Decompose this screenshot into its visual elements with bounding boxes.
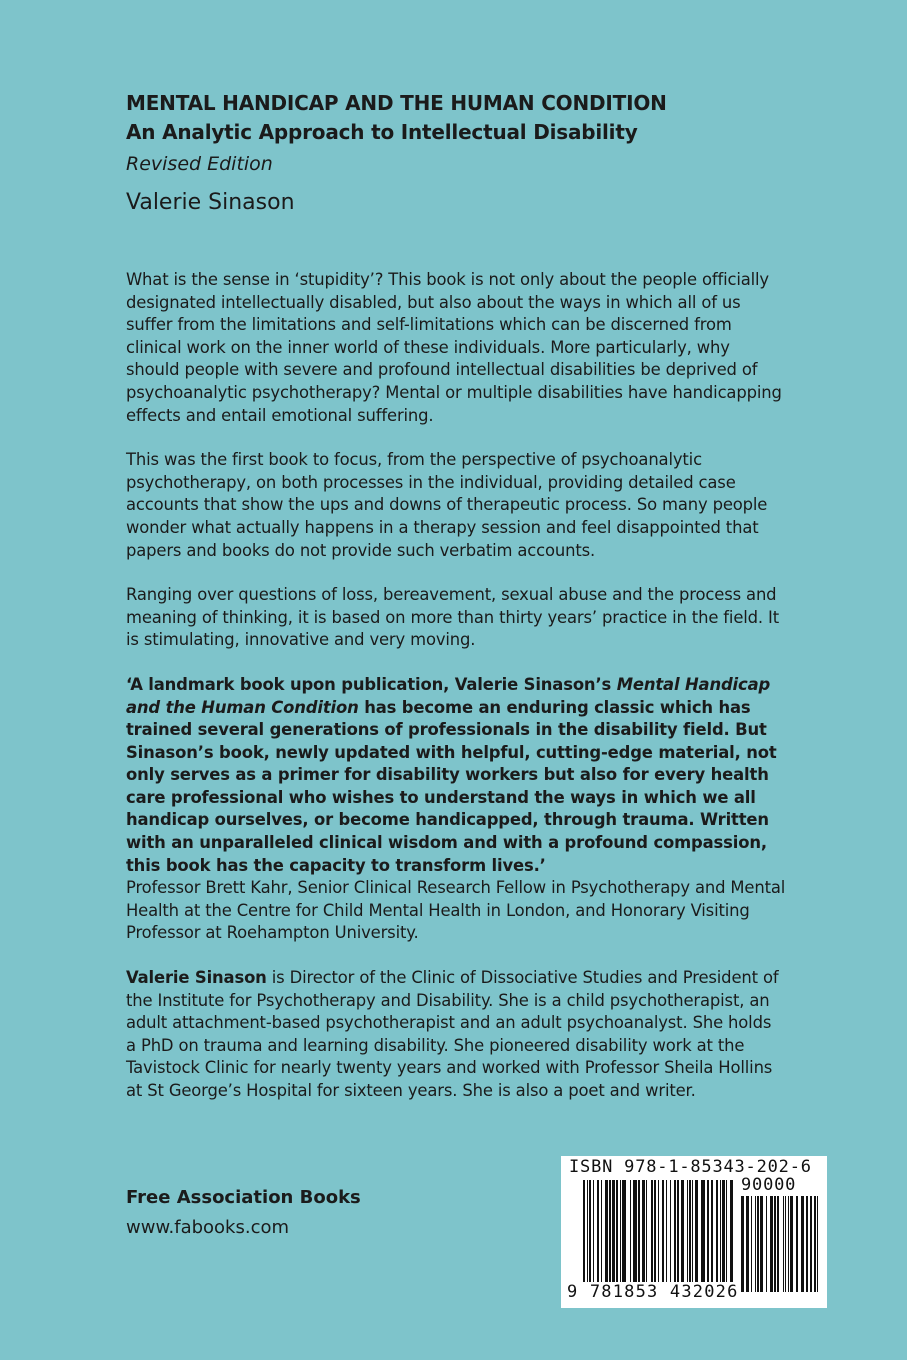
publisher-info — [126, 1186, 361, 1240]
price-code: 90000 — [741, 1175, 797, 1195]
book-title: MENTAL HANDICAP AND THE HUMAN CONDITION — [126, 91, 667, 115]
description-paragraph-1: What is the sense in ‘stupidity’? This book is not only about the people officially designated intellectually disabled, but also about the ways in which all of us suffer from the limitations and self-limitations which can be discerned from clinical work on the inner world of these individuals. More particularly, why should people with severe and profound intellectual disabilities be deprived of psychoanalytic psychotherapy? Mental or multiple disabilities have handicapping effects and entail emotional suffering. — [126, 270, 782, 425]
isbn-barcode — [561, 1156, 827, 1308]
price-addon-bars-icon — [741, 1196, 821, 1292]
quote-book-title: Mental Handicap and the Human Condition — [126, 674, 771, 717]
quote-attribution: Professor Brett Kahr, Senior Clinical Research Fellow in Psychotherapy and Mental Health at the Centre for Child Mental Health in London, and Honorary Visiting Professor at Roehampton University. — [126, 878, 786, 943]
author-bio — [126, 967, 786, 1103]
barcode-bars-icon — [583, 1180, 733, 1292]
description-paragraph-2: This was the first book to focus, from the perspective of psychoanalytic psychotherapy, on both processes in the individual, providing detailed case accounts that show the ups and downs of therapeutic process. So many people wonder what actually happens in a therapy session and feel disappointed that papers and books do not provide such verbatim accounts. — [126, 450, 768, 560]
bio-author-name: Valerie Sinason — [126, 968, 267, 988]
quote-text-end: has become an enduring classic which has trained several generations of professionals in the disability field. But Sinason’s book, newly updated with helpful, cutting-edge material, not only serves as a primer for disability workers but also for every health care professional who wishes to understand the ways in which we all handicap ourselves, or become handicapped, through trauma. Written with an unparalleled clinical wisdom and with a profound compassion, this book has the capacity to transform lives.’ — [126, 697, 777, 875]
endorsement-quote — [126, 674, 786, 945]
author-name: Valerie Sinason — [126, 190, 295, 215]
edition-label: Revised Edition — [126, 153, 273, 175]
isbn-label: ISBN 978-1-85343-202-6 — [569, 1157, 812, 1177]
quote-text-start: ‘A landmark book upon publication, Valerie Sinason’s — [126, 674, 617, 694]
publisher-website[interactable]: www.fabooks.com — [126, 1217, 290, 1238]
description-paragraph-3: Ranging over questions of loss, bereavement, sexual abuse and the process and meaning of thinking, it is based on more than thirty years’ practice in the field. It is stimulating, innovative and very moving. — [126, 585, 780, 650]
publisher-name: Free Association Books — [126, 1187, 361, 1208]
back-cover-content — [126, 90, 786, 1103]
bio-text: is Director of the Clinic of Dissociative Studies and President of the Institute for Psychotherapy and Disability. She is a child psychotherapist, an adult attachment-based psychotherapist and an adult psychoanalyst. She holds a PhD on trauma and learning disability. She pioneered disability work at the Tavistock Clinic for nearly twenty years and worked with Professor Sheila Hollins at St George’s Hospital for sixteen years. She is also a poet and writer. — [126, 968, 779, 1100]
barcode-digits: 9 781853 432026 — [567, 1282, 739, 1302]
book-subtitle: An Analytic Approach to Intellectual Disability — [126, 120, 638, 144]
